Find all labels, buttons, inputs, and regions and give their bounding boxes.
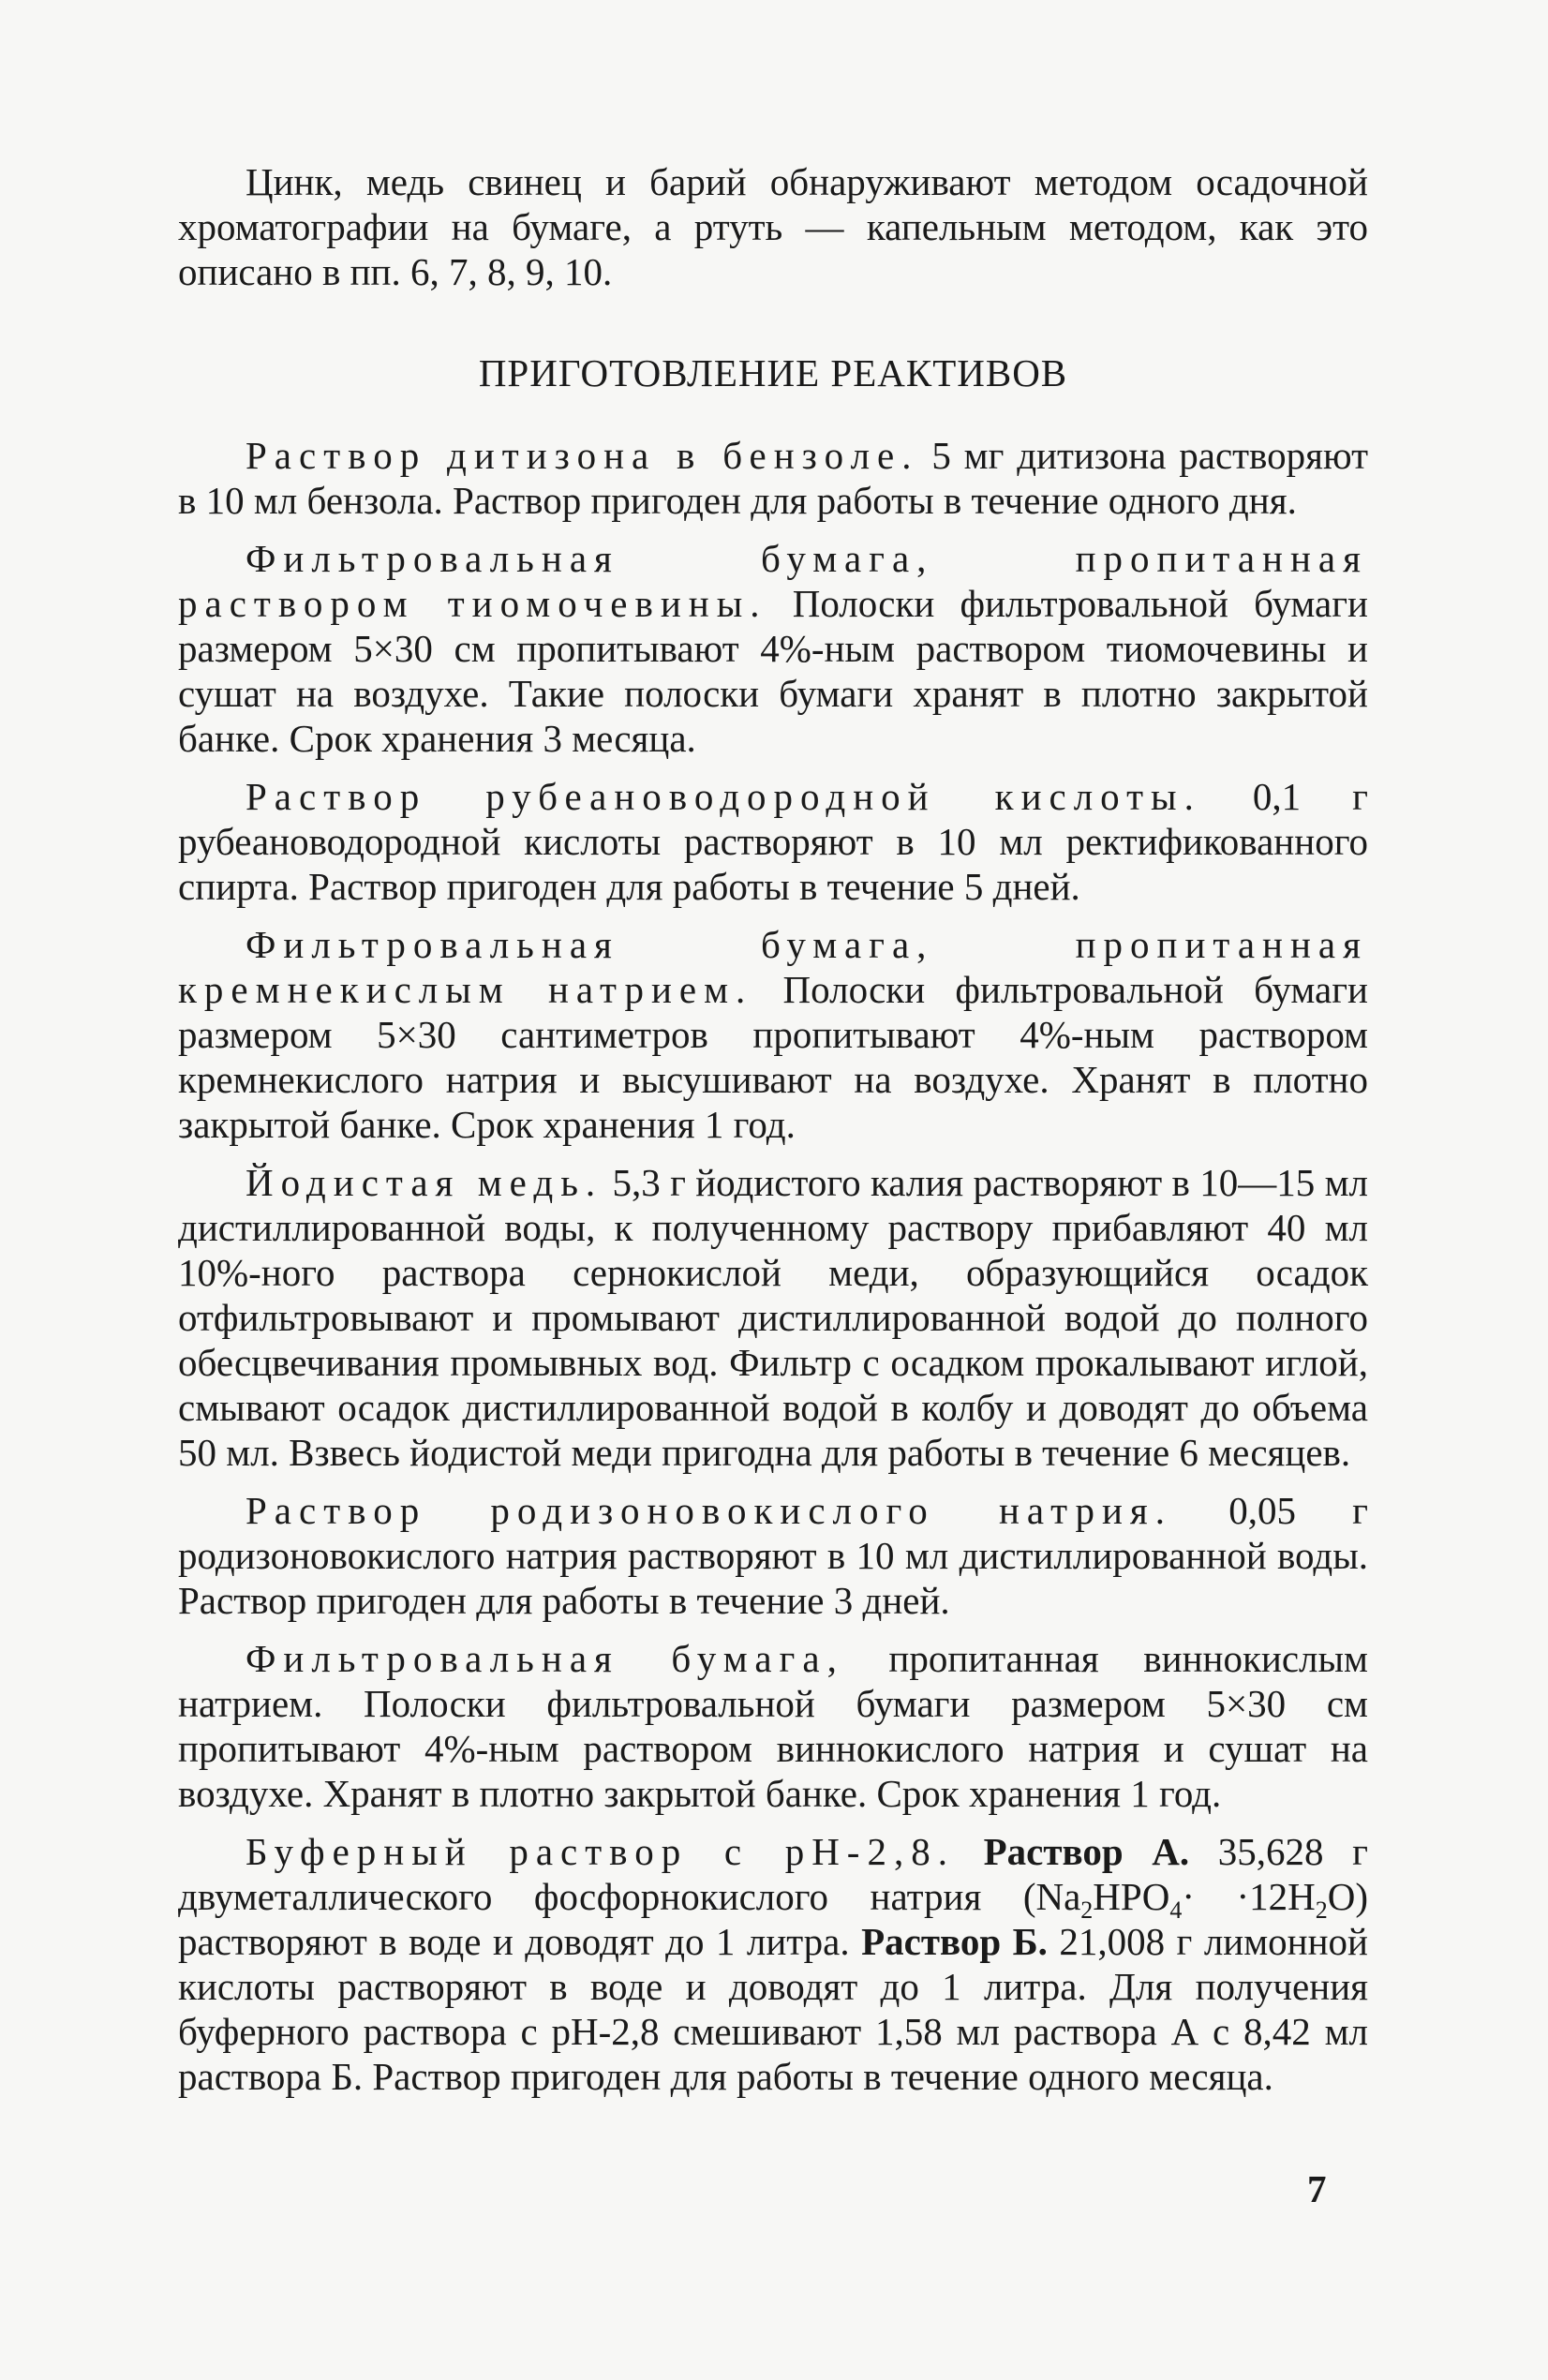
formula-sub-4: 4 xyxy=(1169,1897,1183,1925)
section-heading: ПРИГОТОВЛЕНИЕ РЕАКТИВОВ xyxy=(478,351,1068,394)
entry-term-6: Раствор родизоновокислого натрия. xyxy=(246,1489,1173,1532)
entry-paragraph-7 xyxy=(178,1636,1368,1816)
entry-paragraph-3 xyxy=(178,774,1368,909)
entry-text-3: 0,1 г рубеановодородной кислоты растворяют в 10 мл ректификованного спирта. Раствор пригоден для работы в течение 5 дней. xyxy=(178,775,1368,908)
entry-paragraph-2 xyxy=(178,536,1368,761)
entry-paragraph-4 xyxy=(178,922,1368,1147)
solution-a-text-5: O) растворяют в воде и доводят до 1 литра. xyxy=(178,1875,1368,1963)
entry-paragraph-5 xyxy=(178,1160,1368,1475)
entry-text-1: 5 мг дитизона растворяют в 10 мл бензола. Раствор пригоден для работы в течение одного дня. xyxy=(178,434,1369,522)
solution-a-text-1: 35,628 г двуметаллического фосфорнокислого натрия (Na xyxy=(178,1830,1368,1918)
entry-term-1: Раствор дитизона в бензоле. xyxy=(246,434,919,477)
page-body xyxy=(178,159,1368,2333)
entry-text-5: 5,3 г йодистого калия растворяют в 10—15 мл дистиллированной воды, к полученному раствору прибавляют 40 мл 10%-ного раствора сернокислой меди, образующийся осадок отфильтровывают и промывают дистиллированной водой до полного обесцвечивания промывных вод. Фильтр с осадком прокалывают иглой, смывают осадок дистиллированной водой в колбу и доводят до объема 50 мл. Взвесь йодистой меди пригодна для работы в течение 6 месяцев. xyxy=(178,1161,1369,1474)
buffer-term: Буферный раствор с pH-2,8. xyxy=(246,1830,955,1873)
entry-paragraph-1 xyxy=(178,433,1368,523)
solution-b-text: 21,008 г лимонной кислоты растворяют в воде и доводят до 1 литра. Для получения буферного раствора с pH-2,8 смешивают 1,58 мл раствора А с 8,42 мл раствора Б. Раствор пригоден для работы в течение одного месяца. xyxy=(178,1920,1368,2098)
entry-paragraph-6 xyxy=(178,1488,1368,1623)
entry-term-5: Йодистая медь. xyxy=(246,1161,603,1204)
buffer-paragraph xyxy=(178,1829,1368,2099)
entry-term-3: Раствор рубеановодородной кислоты. xyxy=(246,775,1201,818)
formula-sub-h2: 2 xyxy=(1315,1897,1328,1925)
entry-text-2: Полоски фильтровальной бумаги размером 5×30 см пропитывают 4%-ным раствором тиомочевины и сушат на воздухе. Такие полоски бумаги хранят в плотно закрытой банке. Срок хранения 3 месяца. xyxy=(178,582,1368,760)
intro-paragraph xyxy=(178,159,1368,294)
entry-text-7: пропитанная виннокислым натрием. Полоски фильтровальной бумаги размером 5×30 см пропитывают 4%-ным раствором виннокислого натрия и сушат на воздухе. Хранят в плотно закрытой банке. Срок хранения 1 год. xyxy=(178,1637,1369,1815)
formula-sub-2: 2 xyxy=(1080,1897,1094,1925)
entry-term-4: Фильтровальная бумага, пропитанная кремнекислым натрием. xyxy=(178,923,1368,1011)
solution-b-label: Раствор Б. xyxy=(861,1920,1048,1963)
solution-a-text-3: · xyxy=(1182,1875,1195,1918)
entry-term-2: Фильтровальная бумага, пропитанная раствором тиомочевины. xyxy=(178,537,1368,625)
intro-text: Цинк, медь свинец и барий обнаруживают методом осадочной хроматографии на бумаге, а ртуть — капельным методом, как это описано в пп. 6, 7, 8, 9, 10. xyxy=(178,160,1368,293)
entry-term-7: Фильтровальная бумага, xyxy=(246,1637,844,1680)
entry-text-4: Полоски фильтровальной бумаги размером 5×30 сантиметров пропитывают 4%-ным раствором кремнекислого натрия и высушивают на воздухе. Хранят в плотно закрытой банке. Срок хранения 1 год. xyxy=(178,968,1368,1146)
solution-a-text-2: HPO xyxy=(1093,1875,1170,1918)
page-number: 7 xyxy=(1307,2167,1327,2210)
entry-text-6: 0,05 г родизоновокислого натрия растворяют в 10 мл дистиллированной воды. Раствор пригоден для работы в течение 3 дней. xyxy=(178,1489,1368,1622)
solution-a-text-4: ·12H xyxy=(1236,1875,1316,1918)
solution-a-label: Раствор А. xyxy=(983,1830,1190,1873)
